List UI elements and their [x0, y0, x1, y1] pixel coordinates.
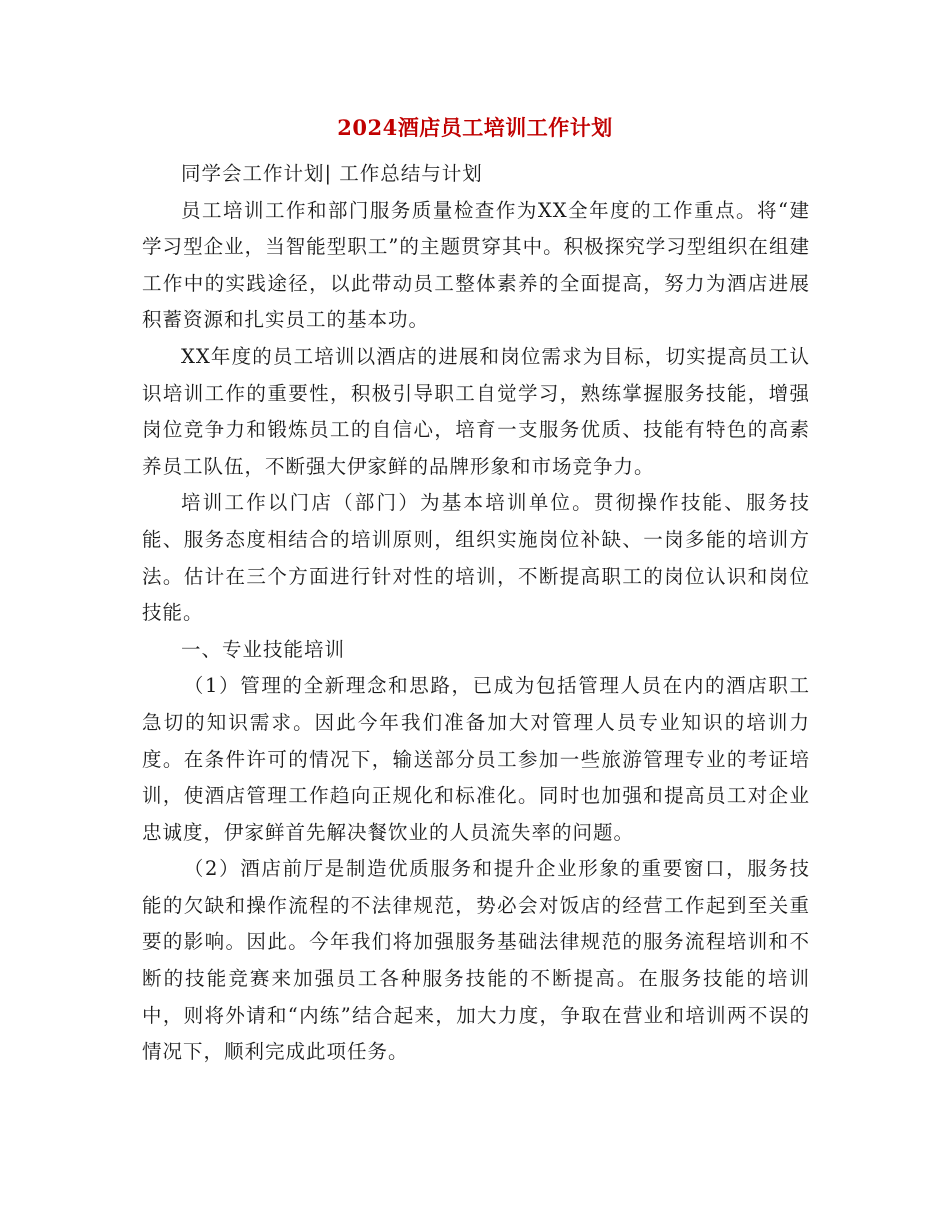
paragraph-item-1: （1）管理的全新理念和思路，已成为包括管理人员在内的酒店职工急切的知识需求。因此今年我们准备加大对管理人员专业知识的培训力度。在条件许可的情况下，输送部分员工参加一些旅游管理专业的考证培训，使酒店管理工作趋向正规化和标准化。同时也加强和提高员工对企业忠诚度，伊家鲜首先解决餐饮业的人员流失率的问题。: [142, 674, 810, 844]
paragraph-intro: 员工培训工作和部门服务质量检查作为XX全年度的工作重点。将“建学习型企业，当智能型职工”的主题贯穿其中。积极探究学习型组织在组建工作中的实践途径，以此带动员工整体素养的全面提高，努力为酒店进展积蓄资源和扎实员工的基本功。: [142, 198, 810, 332]
section-heading: 一、专业技能培训: [181, 637, 346, 661]
paragraph-goals: XX年度的员工培训以酒店的进展和岗位需求为目标，切实提高员工认识培训工作的重要性，积极引导职工自觉学习，熟练掌握服务技能，增强岗位竞争力和锻炼员工的自信心，培育一支服务优质、技能有特色的高素养员工队伍，不断强大伊家鲜的品牌形象和市场竞争力。: [142, 344, 810, 478]
paragraph-method: 培训工作以门店（部门）为基本培训单位。贯彻操作技能、服务技能、服务态度相结合的培训原则，组织实施岗位补缺、一岗多能的培训方法。估计在三个方面进行针对性的培训，不断提高职工的岗位认识和岗位技能。: [142, 491, 810, 625]
document-body: [142, 156, 810, 1071]
document-title: 2024酒店员工培训工作计划: [337, 115, 613, 140]
paragraph-item-2: （2）酒店前厅是制造优质服务和提升企业形象的重要窗口，服务技能的欠缺和操作流程的不法律规范，势必会对饭店的经营工作起到至关重要的影响。因此。今年我们将加强服务基础法律规范的服务流程培训和不断的技能竞赛来加强员工各种服务技能的不断提高。在服务技能的培训中，则将外请和“内练”结合起来，加大力度，争取在营业和培训两不误的情况下，顺利完成此项任务。: [142, 857, 810, 1064]
paragraph-subtitle: 同学会工作计划| 工作总结与计划: [181, 162, 483, 185]
